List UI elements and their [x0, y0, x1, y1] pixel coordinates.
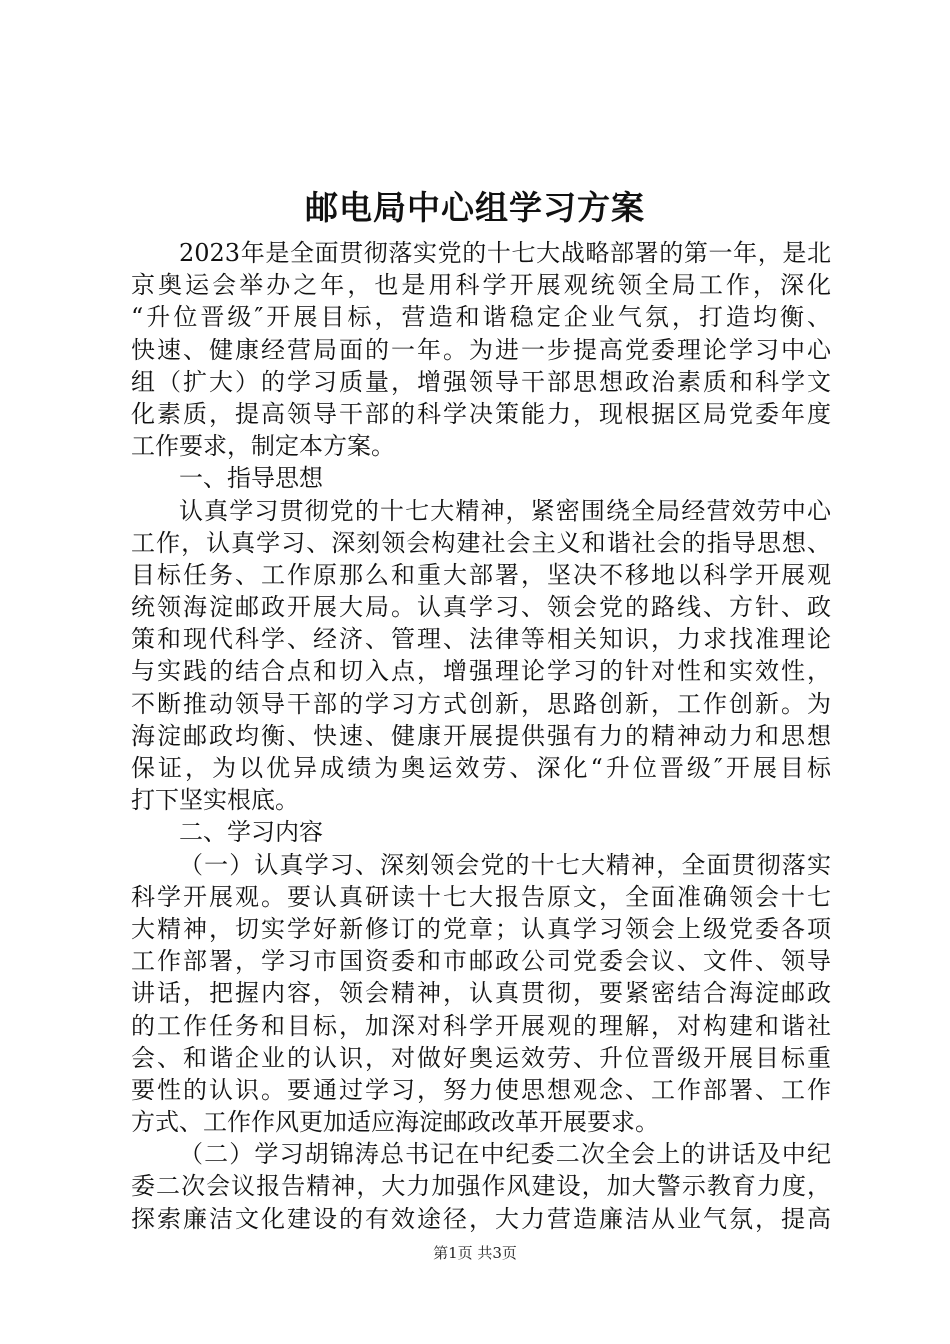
paragraph-line: 工作，认真学习、深刻领会构建社会主义和谐社会的指导思想、 [131, 528, 831, 557]
paragraph-line: 科学开展观。要认真研读十七大报告原文，全面准确领会十七 [131, 882, 831, 911]
page-footer: 第1页 共3页 [433, 1244, 517, 1262]
paragraph-line: 京奥运会举办之年，也是用科学开展观统领全局工作，深化 [131, 271, 831, 300]
paragraph-line: 组（扩大）的学习质量，增强领导干部思想政治素质和科学文 [131, 367, 831, 396]
paragraph-line: 大精神，切实学好新修订的党章；认真学习领会上级党委各项 [131, 914, 831, 943]
paragraph-line: 统领海淀邮政开展大局。认真学习、领会党的路线、方针、政 [131, 593, 831, 622]
paragraph-line: 认真学习贯彻党的十七大精神，紧密围绕全局经营效劳中心 [179, 496, 831, 525]
paragraph-line: （一）认真学习、深刻领会党的十七大精神，全面贯彻落实 [179, 850, 831, 879]
paragraph-line: 要性的认识。要通过学习，努力使思想观念、工作部署、工作 [131, 1075, 831, 1104]
paragraph-line: 快速、健康经营局面的一年。为进一步提高党委理论学习中心 [131, 335, 831, 364]
paragraph-line: 保证，为以优异成绩为奥运效劳、深化“升位晋级″开展目标 [131, 754, 831, 782]
document-title: 邮电局中心组学习方案 [305, 188, 645, 227]
paragraph-line: 探索廉洁文化建设的有效途径，大力营造廉洁从业气氛，提高 [131, 1204, 831, 1233]
paragraph-line: 策和现代科学、经济、管理、法律等相关知识，力求找准理论 [131, 625, 831, 654]
paragraph-line: 工作部署，学习市国资委和市邮政公司党委会议、文件、领导 [131, 947, 831, 976]
document-body [131, 237, 831, 1235]
section-heading: 二、学习内容 [179, 818, 323, 847]
paragraph-line: 会、和谐企业的认识，对做好奥运效劳、升位晋级开展目标重 [131, 1043, 831, 1072]
paragraph-line: 与实践的结合点和切入点，增强理论学习的针对性和实效性， [131, 657, 831, 686]
paragraph-line: “升位晋级″开展目标，营造和谐稳定企业气氛，打造均衡、 [131, 303, 831, 332]
paragraph-line: 工作要求，制定本方案。 [131, 432, 395, 461]
paragraph-line: 讲话，把握内容，领会精神，认真贯彻，要紧密结合海淀邮政 [131, 979, 831, 1008]
paragraph-line: 委二次会议报告精神，大力加强作风建设，加大警示教育力度， [131, 1172, 831, 1201]
paragraph-line: 的工作任务和目标，加深对科学开展观的理解，对构建和谐社 [131, 1011, 831, 1040]
paragraph-line: 不断推动领导干部的学习方式创新，思路创新，工作创新。为 [131, 689, 831, 718]
paragraph-line: 海淀邮政均衡、快速、健康开展提供强有力的精神动力和思想 [131, 721, 831, 750]
paragraph-line: 2023年是全面贯彻落实党的十七大战略部署的第一年，是北 [179, 239, 831, 267]
paragraph-line: （二）学习胡锦涛总书记在中纪委二次全会上的讲话及中纪 [179, 1140, 831, 1169]
paragraph-line: 目标任务、工作原那么和重大部署，坚决不移地以科学开展观 [131, 560, 831, 589]
paragraph-line: 方式、工作作风更加适应海淀邮政改革开展要求。 [131, 1108, 659, 1137]
paragraph-line: 化素质，提高领导干部的科学决策能力，现根据区局党委年度 [131, 399, 831, 428]
paragraph-line: 打下坚实根底。 [131, 786, 299, 815]
section-heading: 一、指导思想 [179, 464, 323, 493]
